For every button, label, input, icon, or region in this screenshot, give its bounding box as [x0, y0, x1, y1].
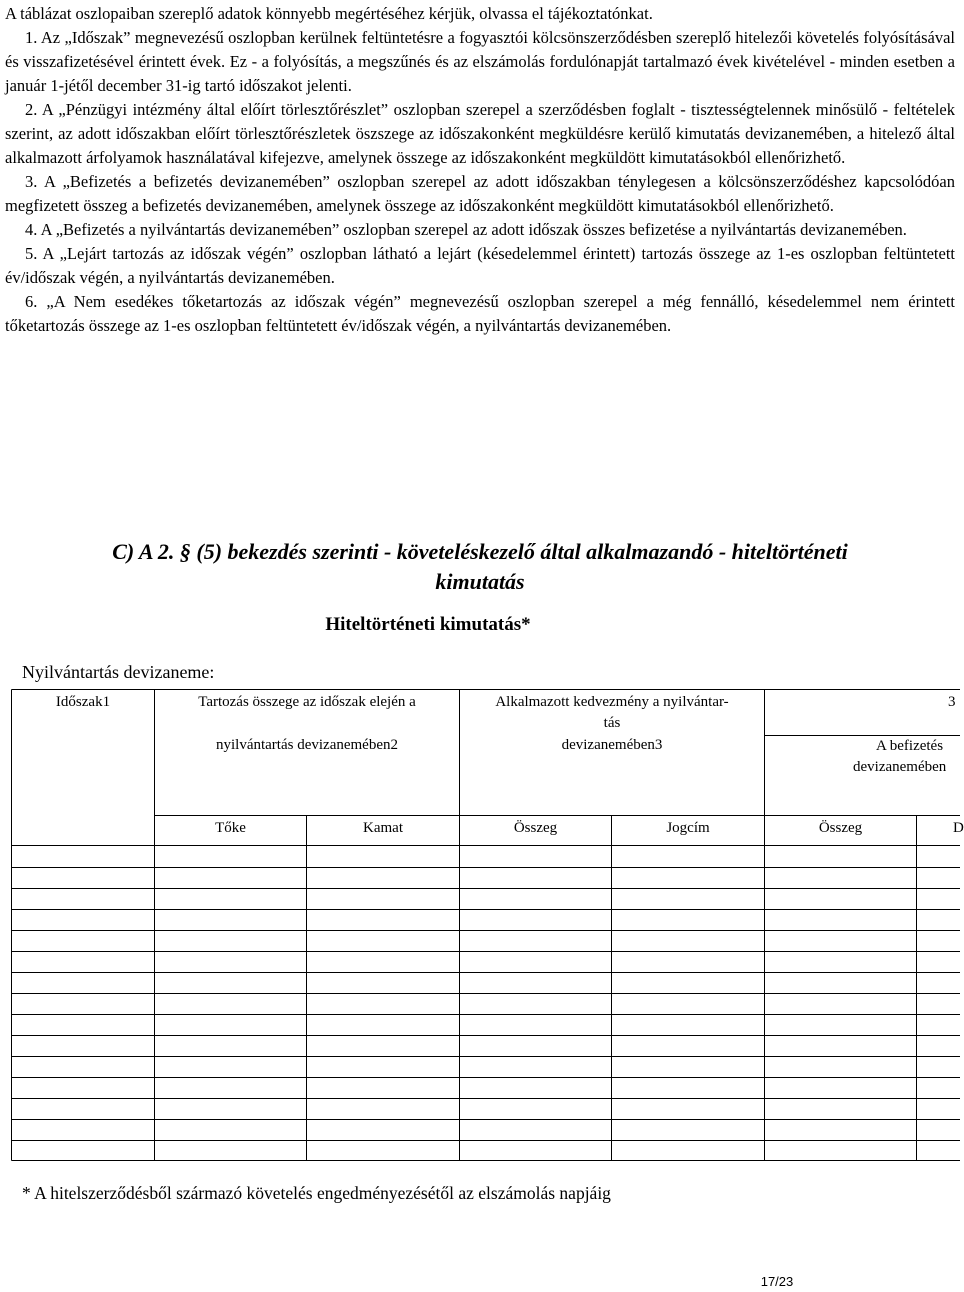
- subheader-cut-d: D: [953, 820, 964, 836]
- intro-item-3: 3. A „Befizetés a befizetés devizanemében” oszlopban szerepel az adott időszakban ténylegesen a kölcsönszerződéshez kapcsolódóan megfizetett összeg a befizetés devizanemében, amelynek összege az időszakonként megküldött kimutatásokból ellenőrizhető.: [5, 172, 955, 215]
- subheader-capital: Tőke: [215, 820, 246, 836]
- header-discount-line-2: tás: [603, 715, 621, 731]
- intro-item-2: 2. A „Pénzügyi intézmény által előírt törlesztőrészlet” oszlopban szerepel a szerződésben foglalt - tisztességtelennek minősülő - feltételek szerint, az adott időszakban előírt törlesztőrészletek öszszege az időszakonként megküldésre kerülő kimutatás devizanemében, a hitelező által alkalmazott árfolyamok használatával kifejezve, amelynek összege az időszakonként megküldött kimutatásokból ellenőrizhető.: [5, 100, 955, 167]
- header-debt-line-2: nyilvántartás devizanemében2: [215, 737, 398, 753]
- header-discount-line-3: devizanemében3: [561, 737, 663, 753]
- section-title-line-2: kimutatás: [435, 569, 525, 594]
- subheader-title: Jogcím: [666, 820, 710, 836]
- intro-item-5: 5. A „Lejárt tartozás az időszak végén” oszlopban látható a lejárt (késedelemmel érintett) tartozás összege az 1-es oszlopban feltüntetett év/időszak végén, a nyilvántartás devizanemében.: [5, 244, 955, 287]
- intro-item-1: 1. Az „Időszak” megnevezésű oszlopban kerülnek feltüntetésre a fogyasztói kölcsönszerződésben szereplő hitelezői követelés folyósításával és visszafizetésével érintett évek. Ez - a folyósítás, a megszűnés és az elszámolás fordulónapját tartalmazó évek kivételével - minden esetben a január 1-jétől december 31-ig tartó időszakot jelenti.: [5, 28, 955, 95]
- intro-item-4: 4. A „Befizetés a nyilvántartás devizanemében” oszlopban szerepel az adott időszak összes befizetése a nyilvántartás devizanemében.: [25, 220, 907, 239]
- intro-lead: A táblázat oszlopaiban szereplő adatok könnyebb megértéséhez kérjük, olvassa el tájékoztatónkat.: [5, 4, 653, 23]
- header-payment-line-1: A befizetés: [876, 738, 944, 754]
- subheader-amount: Összeg: [513, 820, 558, 836]
- page-number: 17/23: [760, 1274, 794, 1289]
- intro-item-6: 6. „A Nem esedékes tőketartozás az időszak végén” megnevezésű oszlopban szerepel a még fennálló, késedelemmel nem érintett tőketartozás összege az 1-es oszlopban feltüntetett év/időszak végén, a nyilvántartás devizanemében.: [5, 292, 955, 335]
- header-payment-line-2: devizanemében: [853, 759, 947, 775]
- section-title-line-1: C) A 2. § (5) bekezdés szerinti - követeléskezelő által alkalmazandó - hiteltörténeti: [112, 539, 848, 564]
- table-title: Hiteltörténeti kimutatás*: [325, 614, 531, 635]
- header-debt-line-1: Tartozás összege az időszak elején a: [198, 694, 416, 710]
- subheader-amount-2: Összeg: [818, 820, 863, 836]
- subheader-interest: Kamat: [363, 820, 403, 836]
- header-period: Időszak1: [55, 694, 111, 710]
- header-cut-number: 3: [948, 694, 956, 710]
- header-discount-line-1: Alkalmazott kedvezmény a nyilvántar-: [495, 694, 729, 710]
- footnote: * A hitelszerződésből származó követelés engedményezésétől az elszámolás napjáig: [22, 1183, 611, 1203]
- currency-label: Nyilvántartás devizaneme:: [22, 662, 215, 682]
